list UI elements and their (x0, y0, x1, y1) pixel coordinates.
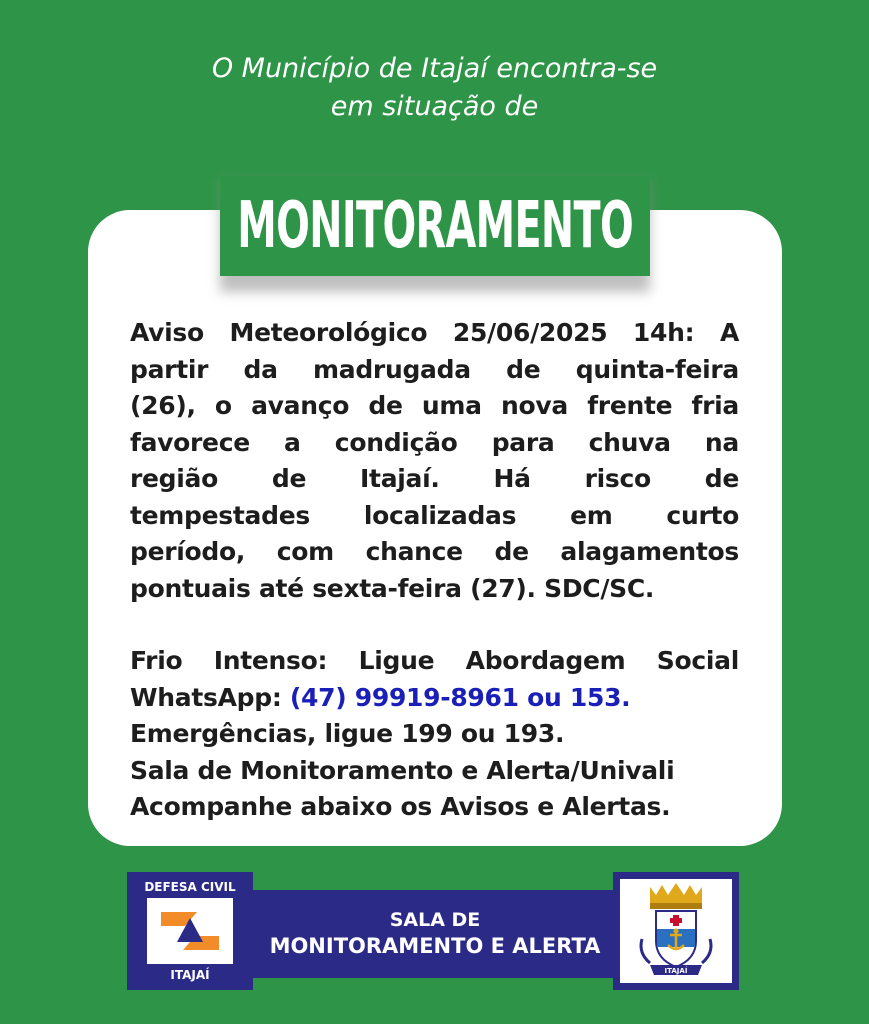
room-line: Sala de Monitoramento e Alerta/Univali (130, 755, 675, 785)
coat-of-arms-caption: ITAJAÍ (664, 967, 688, 975)
status-banner (220, 176, 650, 276)
defesa-civil-logo-bottom: ITAJAÍ (170, 968, 210, 982)
defesa-civil-logo-top: DEFESA CIVIL (144, 880, 236, 894)
intro-line-1: O Município de Itajaí encontra-se (211, 53, 658, 84)
intro-line-2: em situação de (330, 91, 539, 122)
notice-body (130, 315, 739, 826)
whatsapp-phone-link[interactable]: (47) 99919-8961 ou 153. (289, 682, 631, 712)
follow-line: Acompanhe abaixo os Avisos e Alertas. (130, 792, 671, 821)
footer-title-line-2: MONITORAMENTO E ALERTA (269, 934, 601, 958)
notice-line: favorece a condição para chuva na (130, 427, 739, 457)
emergency-line: Emergências, ligue 199 ou 193. (130, 719, 565, 748)
whatsapp-line (130, 680, 739, 717)
itajai-coat-of-arms (613, 872, 739, 990)
weather-notice (130, 315, 739, 607)
notice-line: Aviso Meteorológico 25/06/2025 14h: A (130, 318, 739, 347)
whatsapp-label: WhatsApp: (130, 682, 282, 712)
footer-bar-text (247, 890, 623, 978)
footer-title-line-1: SALA DE (389, 909, 481, 931)
notice-line: pontuais até sexta-feira (27). SDC/SC. (130, 573, 655, 603)
notice-line: período, com chance de alagamentos (130, 537, 739, 566)
notice-line: região de Itajaí. Há risco de (130, 464, 739, 493)
footer-banner (127, 872, 739, 990)
contact-line: Frio Intenso: Ligue Abordagem Social (130, 646, 739, 675)
defesa-civil-logo (127, 872, 253, 990)
status-label: MONITORAMENTO (237, 189, 633, 263)
notice-line: partir da madrugada de quinta-feira (130, 354, 739, 384)
intro-text (0, 50, 869, 126)
contact-info (130, 643, 739, 826)
notice-line: (26), o avanço de uma nova frente fria (130, 391, 739, 420)
notice-line: tempestades localizadas em curto (130, 500, 739, 530)
